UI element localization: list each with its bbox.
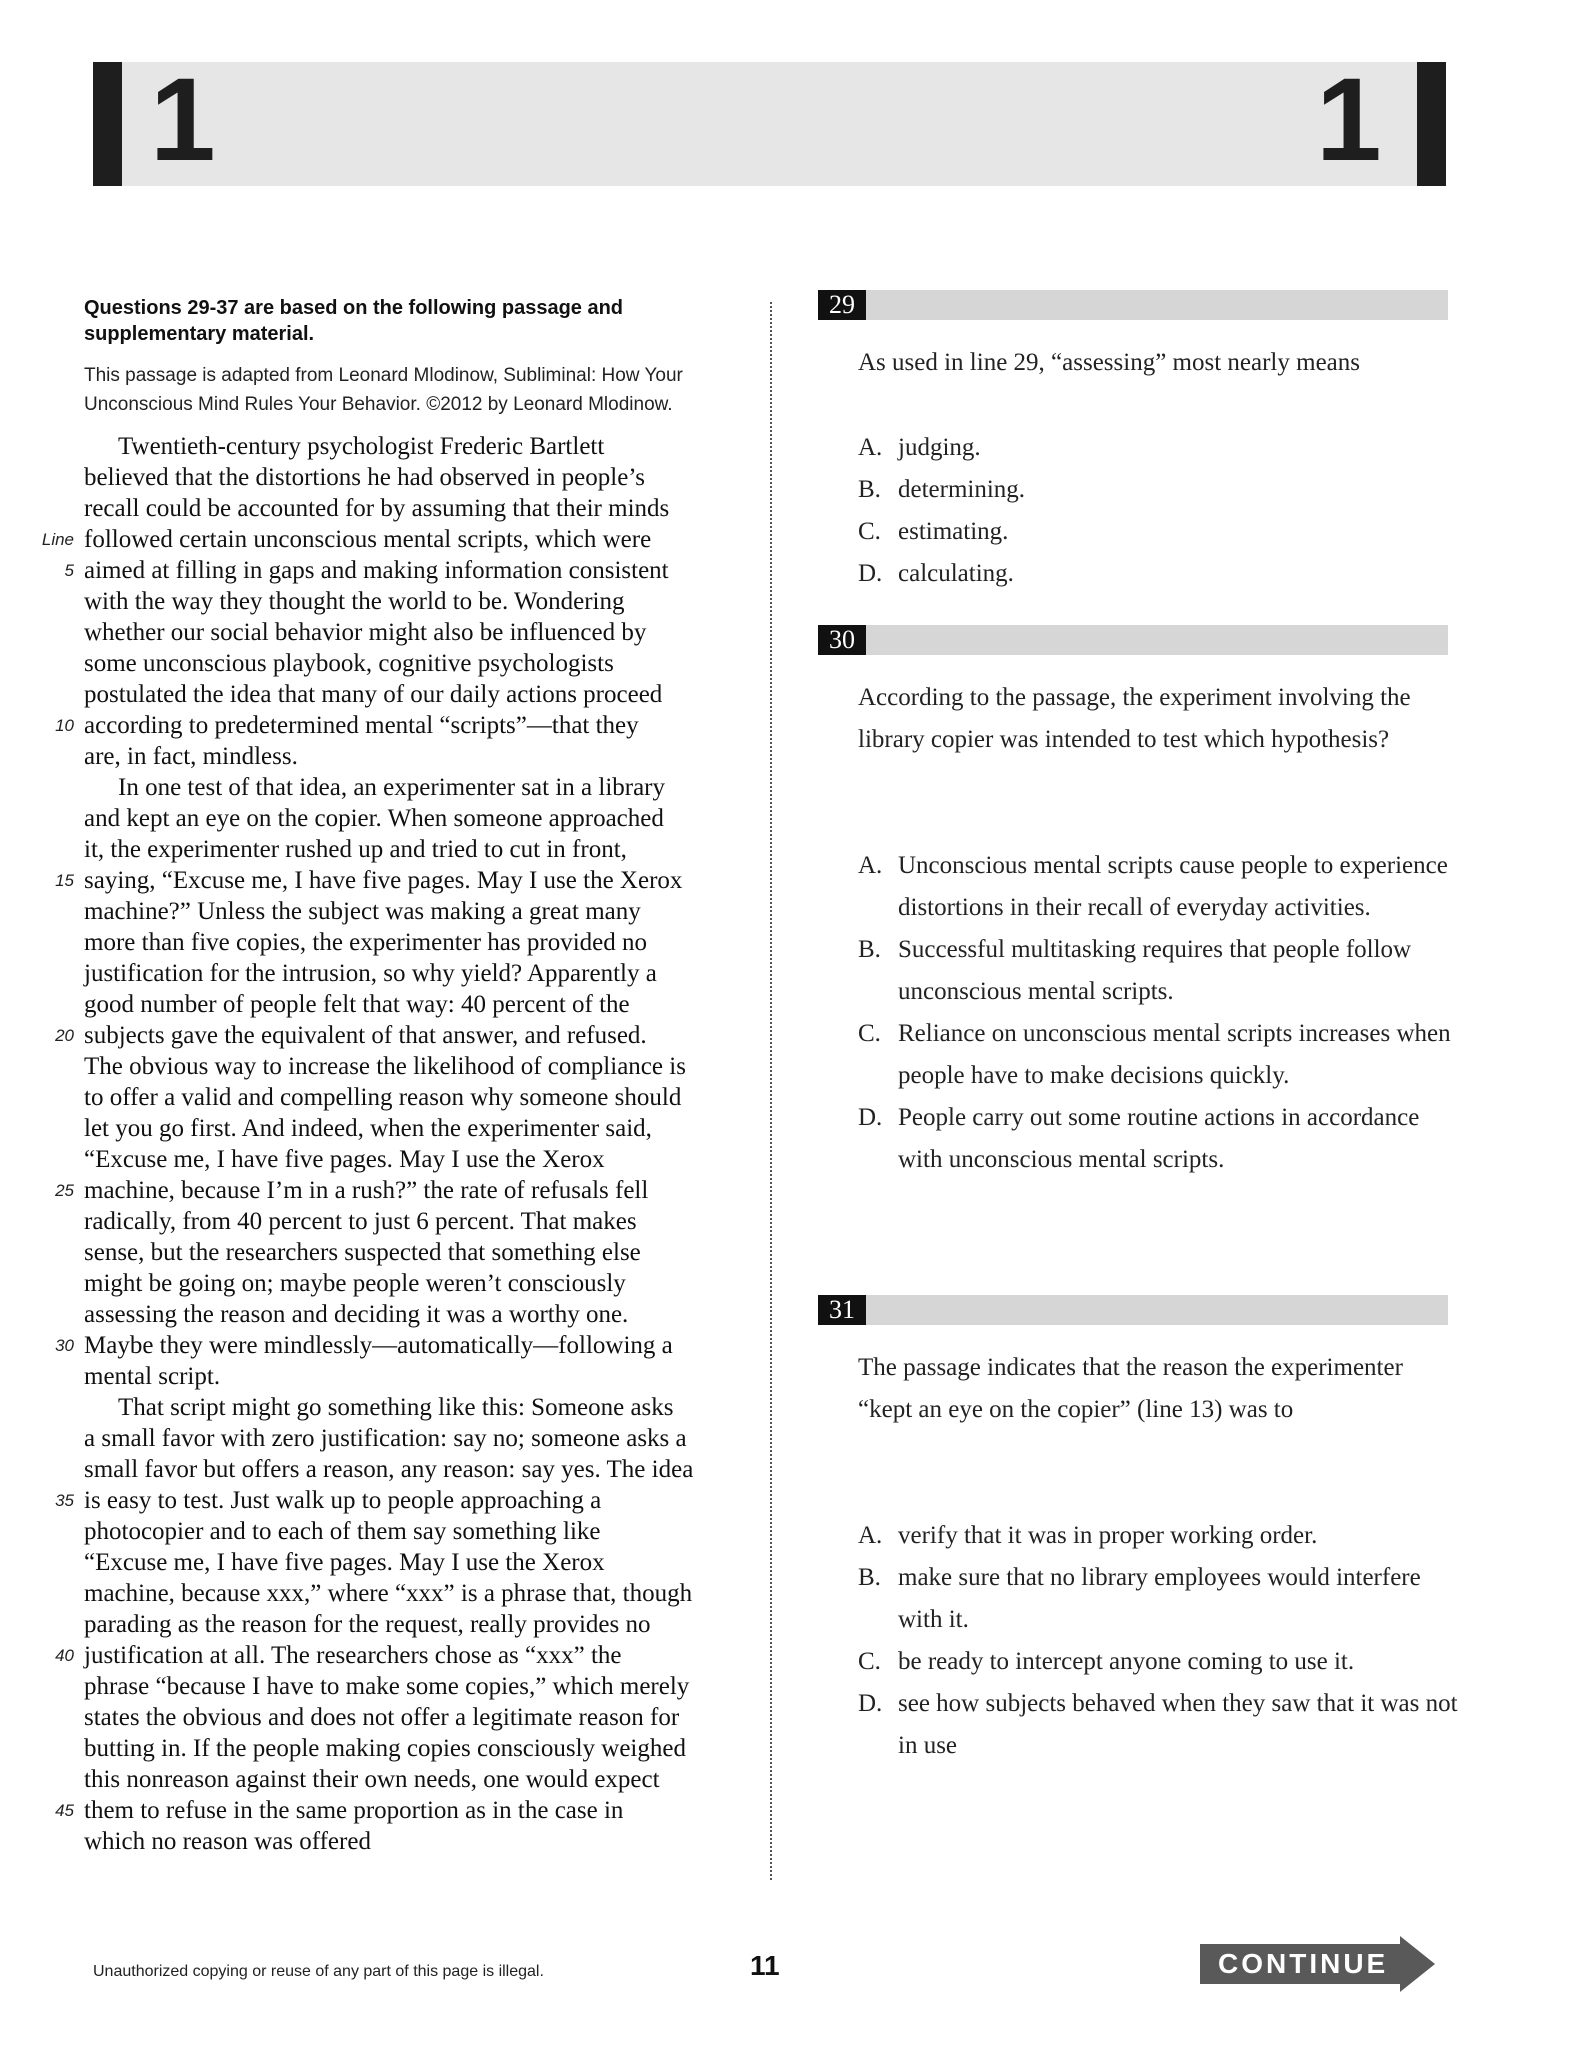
passage-line — [0, 1020, 760, 1051]
copyright-notice: Unauthorized copying or reuse of any part of this page is illegal. — [93, 1963, 544, 1980]
question-stem: The passage indicates that the reason the experimenter “kept an eye on the copier” (line 13) was to — [858, 1354, 1403, 1423]
question-number-bar — [818, 290, 1448, 320]
line-number-label: 25 — [55, 1181, 74, 1200]
passage-line-text: them to refuse in the same proportion as in the case in — [84, 1797, 624, 1824]
passage-line-text: parading as the reason for the request, really provides no — [84, 1611, 651, 1638]
passage-line — [0, 524, 760, 555]
answer-choice-a[interactable] — [858, 427, 1458, 469]
passage-line — [0, 1423, 760, 1454]
passage-line — [0, 710, 760, 741]
line-number-label: 40 — [55, 1646, 74, 1665]
passage-line-text: “Excuse me, I have five pages. May I use the Xerox — [84, 1549, 605, 1576]
choice-text: Successful multitasking requires that people follow unconscious mental scripts. — [898, 936, 1412, 1005]
passage-line-text: assessing the reason and deciding it was a worthy one. — [84, 1301, 629, 1328]
passage-line-text: That script might go something like this: Someone asks — [118, 1394, 674, 1421]
continue-arrow — [1200, 1936, 1435, 1992]
passage-line-text: mental script. — [84, 1363, 221, 1390]
question-stem: According to the passage, the experiment involving the library copier was intended to test which hypothesis? — [858, 684, 1411, 753]
passage-line-text: Maybe they were mindlessly—automatically—following a — [84, 1332, 673, 1359]
choice-letter: A. — [858, 852, 883, 879]
passage-line — [0, 1175, 760, 1206]
passage-line — [0, 431, 760, 462]
passage-line-text: followed certain unconscious mental scripts, which were — [84, 526, 652, 553]
choice-text: see how subjects behaved when they saw that it was not in use — [898, 1690, 1458, 1759]
passage-line-text: is easy to test. Just walk up to people approaching a — [84, 1487, 602, 1514]
passage-line — [0, 1392, 760, 1423]
passage-line — [0, 493, 760, 524]
passage-line — [0, 1702, 760, 1733]
line-number-label: 10 — [55, 716, 74, 735]
column-divider — [770, 302, 772, 1880]
passage-line — [0, 617, 760, 648]
passage-line — [0, 1516, 760, 1547]
line-number-label: 5 — [64, 561, 74, 580]
passage-line-text: and kept an eye on the copier. When someone approached — [84, 805, 664, 832]
line-number-label: 45 — [55, 1801, 74, 1820]
choice-letter: D. — [858, 1690, 883, 1717]
passage-line — [0, 1454, 760, 1485]
passage-line-text: to offer a valid and compelling reason why someone should — [84, 1084, 682, 1111]
passage-line — [0, 1578, 760, 1609]
answer-choice-a[interactable] — [858, 845, 1458, 929]
reading-passage — [0, 431, 760, 1857]
passage-line-text: some unconscious playbook, cognitive psychologists — [84, 650, 614, 677]
choice-letter: B. — [858, 476, 881, 503]
choice-letter: A. — [858, 1522, 883, 1549]
section-header-bar-left — [93, 62, 122, 186]
passage-line-text: this nonreason against their own needs, one would expect — [84, 1766, 660, 1793]
passage-line-text: saying, “Excuse me, I have five pages. May I use the Xerox — [84, 867, 683, 894]
passage-line — [0, 1671, 760, 1702]
passage-line-text: The obvious way to increase the likelihood of compliance is — [84, 1053, 686, 1080]
section-header-bar-right — [1417, 62, 1446, 186]
line-number-label: 35 — [55, 1491, 74, 1510]
passage-line — [0, 834, 760, 865]
passage-line-text: aimed at filling in gaps and making information consistent — [84, 557, 669, 584]
passage-line-text: small favor but offers a reason, any reason: say yes. The idea — [84, 1456, 694, 1483]
choice-text: verify that it was in proper working order. — [898, 1522, 1318, 1549]
passage-line-text: might be going on; maybe people weren’t consciously — [84, 1270, 626, 1297]
passage-line-text: Twentieth-century psychologist Frederic Bartlett — [118, 433, 605, 460]
passage-line-text: more than five copies, the experimenter has provided no — [84, 929, 648, 956]
passage-source-note: This passage is adapted from Leonard Mlodinow, Subliminal: How Your Unconscious Mind Rules Your Behavior. ©2012 by Leonard Mlodinow. — [84, 365, 683, 415]
choice-text: Reliance on unconscious mental scripts increases when people have to make decisions quickly. — [898, 1020, 1451, 1089]
passage-line-text: let you go first. And indeed, when the experimenter said, — [84, 1115, 652, 1142]
passage-line — [0, 741, 760, 772]
choice-text: Unconscious mental scripts cause people to experience distortions in their recall of everyday activities. — [898, 852, 1448, 921]
answer-choice-c[interactable] — [858, 1641, 1458, 1683]
passage-line-text: a small favor with zero justification: say no; someone asks a — [84, 1425, 687, 1452]
passage-line-text: which no reason was offered — [84, 1828, 371, 1855]
question-stem: As used in line 29, “assessing” most nearly means — [858, 349, 1360, 376]
section-number-left: 1 — [150, 54, 216, 186]
passage-line — [0, 648, 760, 679]
line-number-label: 20 — [55, 1026, 74, 1045]
answer-choice-d[interactable] — [858, 553, 1458, 595]
passage-line — [0, 927, 760, 958]
passage-line — [0, 1826, 760, 1857]
passage-line-text: subjects gave the equivalent of that answer, and refused. — [84, 1022, 647, 1049]
passage-line — [0, 772, 760, 803]
choice-letter: D. — [858, 1104, 883, 1131]
question-number: 29 — [818, 290, 866, 320]
choice-text: make sure that no library employees would interfere with it. — [898, 1564, 1421, 1633]
choice-letter: C. — [858, 518, 881, 545]
answer-choice-a[interactable] — [858, 1515, 1458, 1557]
choice-text: People carry out some routine actions in accordance with unconscious mental scripts. — [898, 1104, 1420, 1173]
answer-choices — [858, 845, 1458, 1181]
answer-choice-d[interactable] — [858, 1097, 1458, 1181]
passage-line-text: whether our social behavior might also be influenced by — [84, 619, 647, 646]
passage-line — [0, 1051, 760, 1082]
answer-choice-c[interactable] — [858, 1013, 1458, 1097]
line-number-label: Line — [41, 530, 74, 549]
passage-line-text: In one test of that idea, an experimenter sat in a library — [118, 774, 666, 801]
passage-line-text: phrase “because I have to make some copies,” which merely — [84, 1673, 690, 1700]
passage-line-text: “Excuse me, I have five pages. May I use the Xerox — [84, 1146, 605, 1173]
question-number-bar — [818, 1295, 1448, 1325]
line-number-label: 15 — [55, 871, 74, 890]
passage-line — [0, 1485, 760, 1516]
choice-letter: B. — [858, 936, 881, 963]
passage-line — [0, 462, 760, 493]
passage-line — [0, 1206, 760, 1237]
passage-line — [0, 1113, 760, 1144]
question-number: 30 — [818, 625, 866, 655]
passage-line — [0, 1237, 760, 1268]
passage-line-text: photocopier and to each of them say something like — [84, 1518, 601, 1545]
passage-line-text: good number of people felt that way: 40 percent of the — [84, 991, 630, 1018]
passage-line — [0, 679, 760, 710]
passage-line-text: according to predetermined mental “scripts”—that they — [84, 712, 639, 739]
line-number-label: 30 — [55, 1336, 74, 1355]
choice-text: determining. — [898, 476, 1026, 503]
passage-line-text: postulated the idea that many of our daily actions proceed — [84, 681, 663, 708]
section-number-right: 1 — [1316, 54, 1382, 186]
passage-line-text: recall could be accounted for by assuming that their minds — [84, 495, 670, 522]
section-header-band — [93, 62, 1446, 186]
passage-line-text: radically, from 40 percent to just 6 percent. That makes — [84, 1208, 637, 1235]
passage-line — [0, 958, 760, 989]
choice-letter: C. — [858, 1020, 881, 1047]
passage-line — [0, 1609, 760, 1640]
passage-line — [0, 989, 760, 1020]
passage-line-text: machine, because xxx,” where “xxx” is a phrase that, though — [84, 1580, 693, 1607]
choice-letter: B. — [858, 1564, 881, 1591]
question-number: 31 — [818, 1295, 866, 1325]
passage-line — [0, 1268, 760, 1299]
passage-line — [0, 865, 760, 896]
passage-line-text: with the way they thought the world to be. Wondering — [84, 588, 625, 615]
answer-choice-c[interactable] — [858, 511, 1458, 553]
passage-line — [0, 1361, 760, 1392]
passage-line — [0, 1764, 760, 1795]
choice-text: be ready to intercept anyone coming to use it. — [898, 1648, 1355, 1675]
choice-text: judging. — [898, 434, 981, 461]
answer-choices — [858, 1515, 1458, 1767]
passage-line — [0, 1640, 760, 1671]
choice-letter: A. — [858, 434, 883, 461]
passage-line — [0, 1547, 760, 1578]
choice-letter: D. — [858, 560, 883, 587]
page-number: 11 — [750, 1950, 780, 1981]
answer-choices — [858, 427, 1458, 595]
choice-text: calculating. — [898, 560, 1014, 587]
passage-line-text: it, the experimenter rushed up and tried to cut in front, — [84, 836, 627, 863]
continue-label: CONTINUE — [1218, 1948, 1389, 1979]
passage-intro-title: Questions 29-37 are based on the following passage and supplementary material. — [84, 297, 624, 345]
question-number-bar — [818, 625, 1448, 655]
passage-line-text: states the obvious and does not offer a legitimate reason for — [84, 1704, 680, 1731]
passage-line — [0, 1330, 760, 1361]
answer-choice-d[interactable] — [858, 1683, 1458, 1767]
passage-line — [0, 1299, 760, 1330]
passage-line — [0, 586, 760, 617]
answer-choice-b[interactable] — [858, 1557, 1458, 1641]
passage-line-text: justification at all. The researchers chose as “xxx” the — [84, 1642, 622, 1669]
passage-line — [0, 1733, 760, 1764]
passage-line-text: are, in fact, mindless. — [84, 743, 298, 770]
passage-line-text: sense, but the researchers suspected that something else — [84, 1239, 641, 1266]
passage-line — [0, 896, 760, 927]
passage-line — [0, 555, 760, 586]
passage-line-text: machine, because I’m in a rush?” the rate of refusals fell — [84, 1177, 649, 1204]
answer-choice-b[interactable] — [858, 469, 1458, 511]
passage-line-text: machine?” Unless the subject was making a great many — [84, 898, 641, 925]
passage-line-text: believed that the distortions he had observed in people’s — [84, 464, 645, 491]
choice-letter: C. — [858, 1648, 881, 1675]
passage-line-text: justification for the intrusion, so why yield? Apparently a — [84, 960, 657, 987]
answer-choice-b[interactable] — [858, 929, 1458, 1013]
passage-line — [0, 1082, 760, 1113]
choice-text: estimating. — [898, 518, 1009, 545]
passage-line — [0, 803, 760, 834]
passage-line — [0, 1795, 760, 1826]
passage-line-text: butting in. If the people making copies consciously weighed — [84, 1735, 686, 1762]
passage-line — [0, 1144, 760, 1175]
